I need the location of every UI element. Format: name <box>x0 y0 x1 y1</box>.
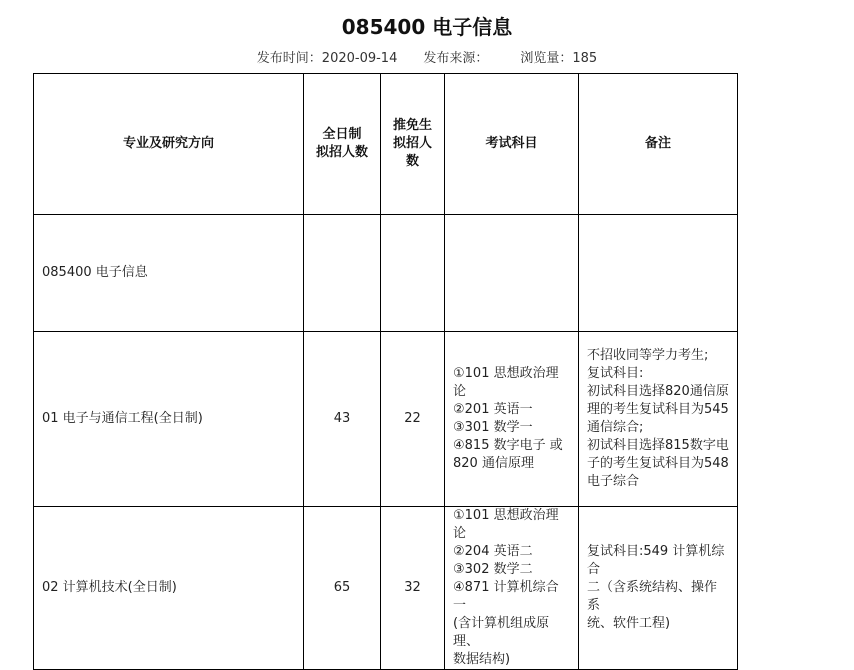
publish-time: 2020-09-14 <box>321 51 398 66</box>
table-row <box>34 215 738 332</box>
row-exam-subjects: ①101 思想政治理论 ②204 英语二 ③302 数学二 ④871 计算机综合一 (含计算机组成原理、 数据结构) <box>445 507 579 670</box>
views-count: 185 <box>572 51 598 66</box>
table-header-row <box>34 74 738 215</box>
row-notes: 不招收同等学力考生; 复试科目: 初试科目选择820通信原 理的考生复试科目为545 通信综合; 初试科目选择815数字电 子的考生复试科目为548 电子综合 <box>579 332 738 507</box>
table-row <box>34 332 738 507</box>
header-notes: 备注 <box>579 74 738 215</box>
row-exempt-quota: 22 <box>381 332 445 507</box>
table-row <box>34 507 738 670</box>
row-major: 02 计算机技术(全日制) <box>34 507 304 670</box>
views-label: 浏览量： <box>520 51 573 66</box>
row-fulltime-quota: 65 <box>304 507 381 670</box>
row-major: 01 电子与通信工程(全日制) <box>34 332 304 507</box>
row-exempt-quota <box>381 215 445 332</box>
row-exam-subjects <box>445 215 579 332</box>
header-exam-subjects: 考试科目 <box>445 74 579 215</box>
row-notes <box>579 215 738 332</box>
article-meta <box>0 47 854 66</box>
row-fulltime-quota: 43 <box>304 332 381 507</box>
enrollment-table <box>33 73 738 670</box>
row-notes: 复试科目:549 计算机综合 二（含系统结构、操作系 统、软件工程) <box>579 507 738 670</box>
row-fulltime-quota <box>304 215 381 332</box>
header-fulltime-quota: 全日制 拟招人数 <box>304 74 381 215</box>
header-major: 专业及研究方向 <box>34 74 304 215</box>
row-exam-subjects: ①101 思想政治理论 ②201 英语一 ③301 数学一 ④815 数字电子 或 820 通信原理 <box>445 332 579 507</box>
publish-time-label: 发布时间： <box>256 51 322 66</box>
row-major: 085400 电子信息 <box>34 215 304 332</box>
header-exempt-quota: 推免生 拟招人数 <box>381 74 445 215</box>
row-exempt-quota: 32 <box>381 507 445 670</box>
page-title: 085400 电子信息 <box>341 15 513 39</box>
source-label: 发布来源： <box>423 51 489 66</box>
